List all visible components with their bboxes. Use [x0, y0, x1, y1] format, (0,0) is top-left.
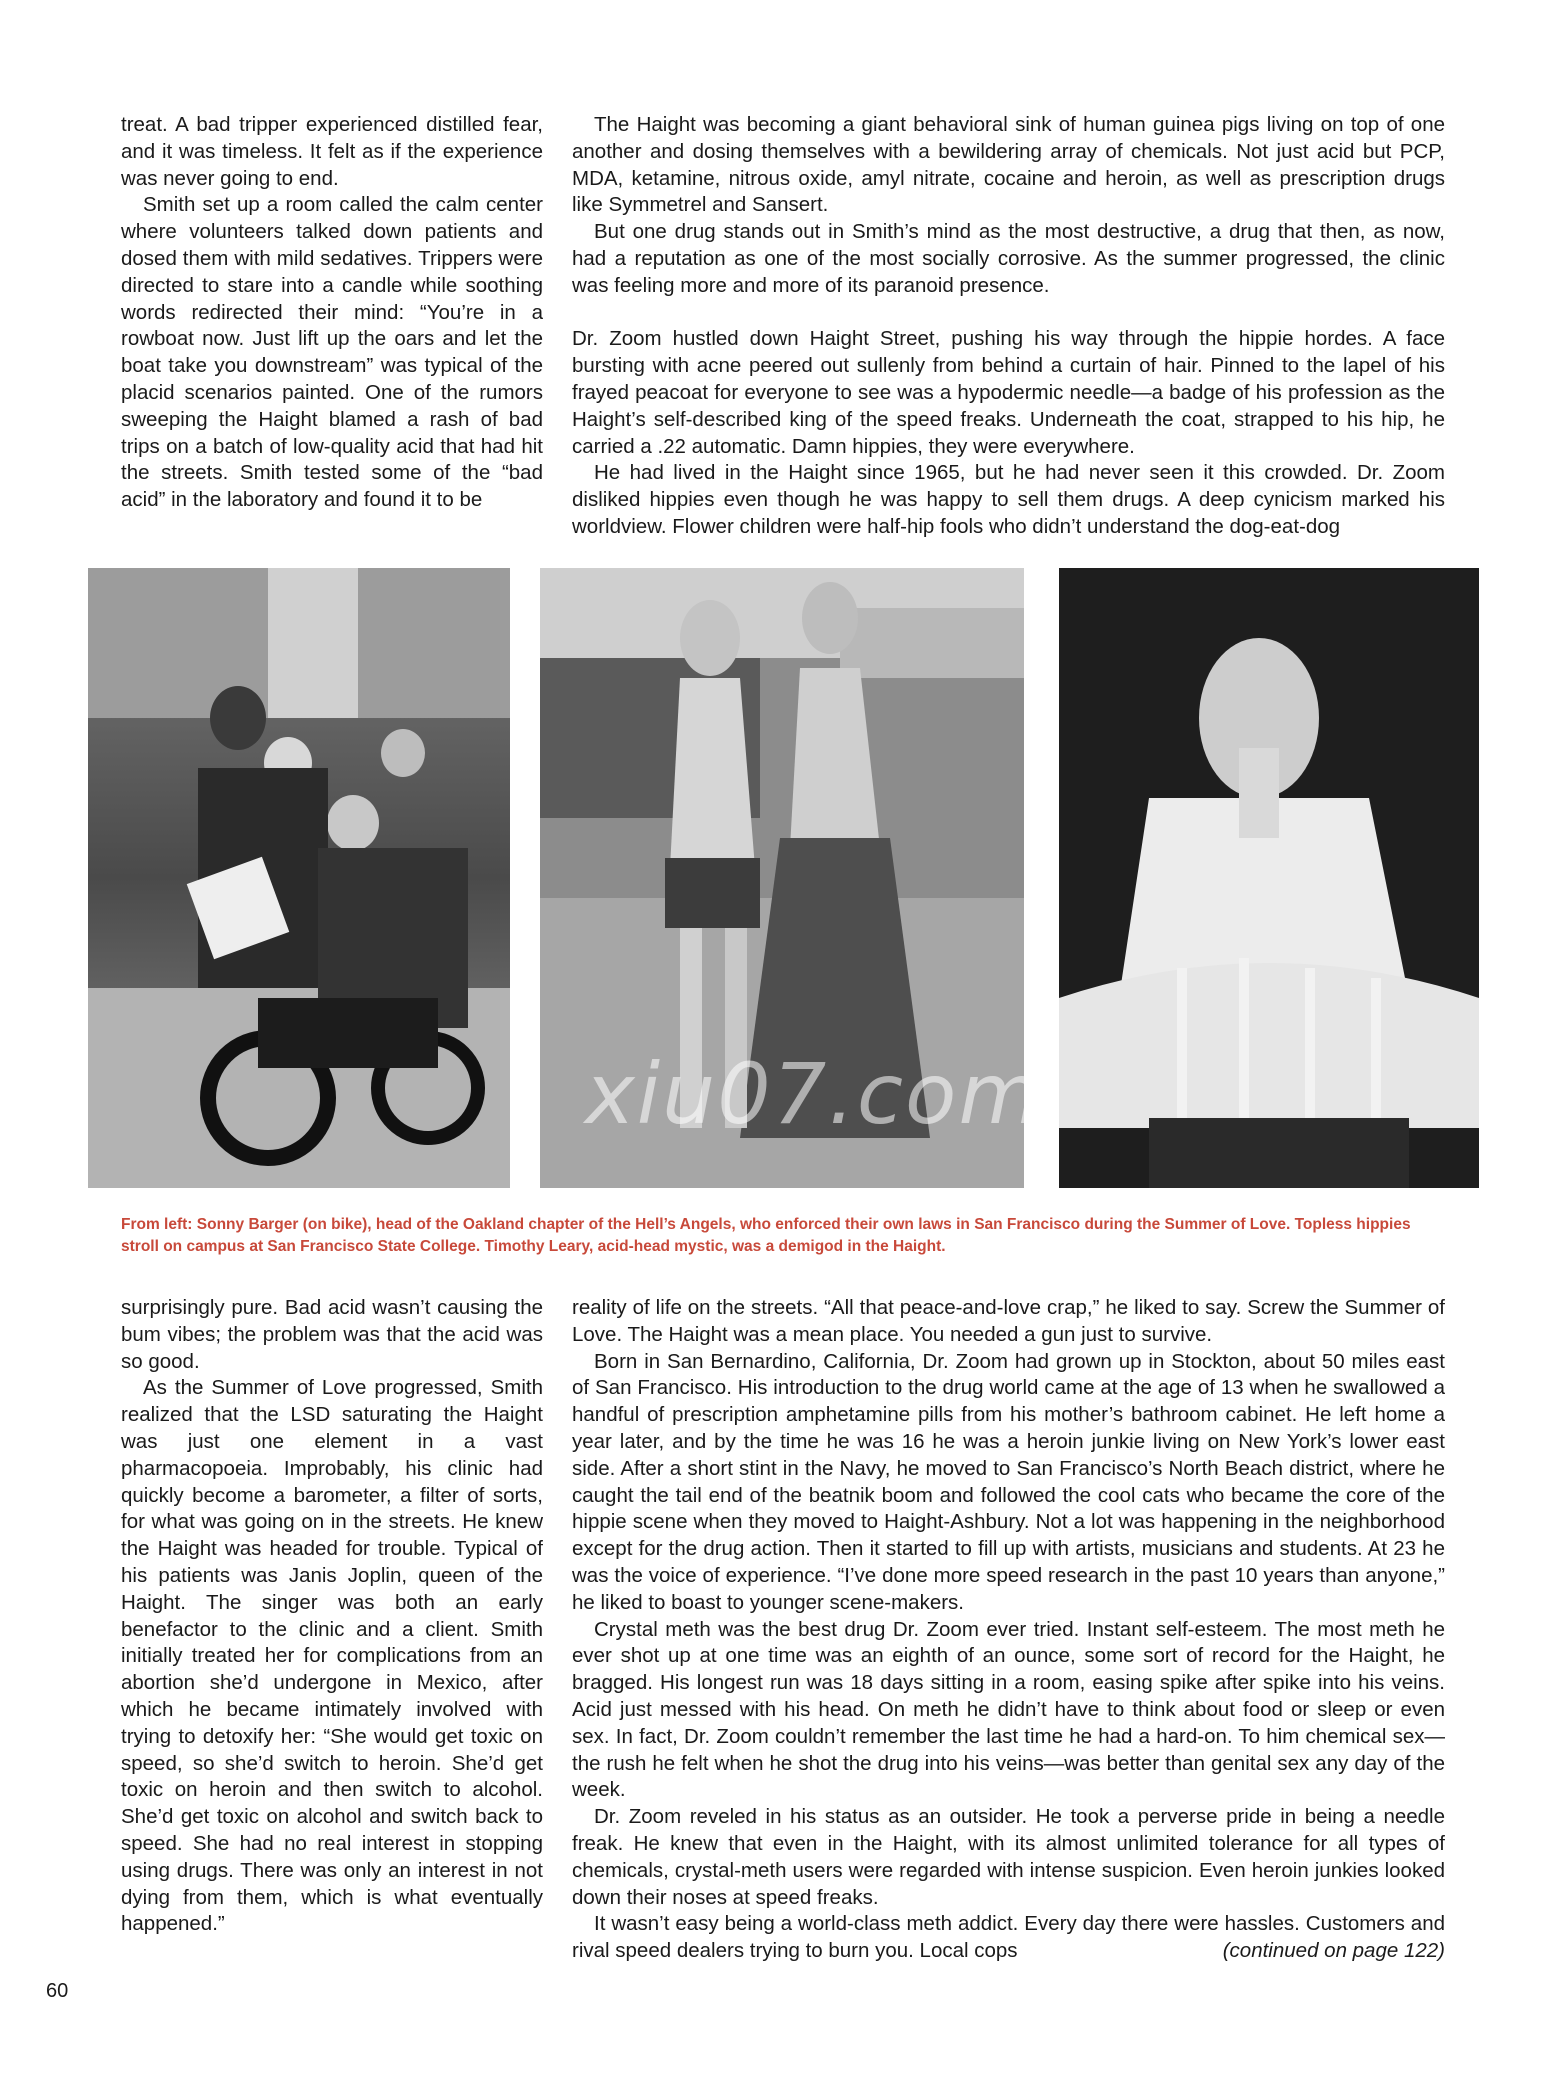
paragraph: Crystal meth was the best drug Dr. Zoom ever tried. Instant self-esteem. The most meth he ever shot up at one time was an eighth of an ounce, some sort of record for the Haight, he bragged. His longest run was 18 days sitting in a room, easing spike after spike into his veins. Acid just messed with his head. On meth he didn’t have to think about food or sleep or even sex. In fact, Dr. Zoom couldn’t remember the last time he had a hard-on. To him chemical sex—the rush he felt when he shot the drug into his veins—was better than genital sex any day of the week.	[572, 1617, 1445, 1802]
paragraph: Dr. Zoom reveled in his status as an outsider. He took a perverse pride in being a needle freak. He knew that even in the Haight, with its almost unlimited tolerance for all types of chemicals, crystal-meth users were regarded with intense suspicion. Even heroin junkies looked down their noses at speed freaks.	[572, 1805, 1445, 1909]
page-number: 60	[46, 1980, 69, 2002]
paragraph: Dr. Zoom hustled down Haight Street, pushing his way through the hippie hordes. A face bursting with acne peered out sullenly from behind a curtain of hair. Pinned to the lapel of his frayed peacoat for everyone to see was a hypodermic needle—a badge of his profession as the Haight’s self-described king of the speed freaks. Underneath the coat, strapped to his hip, he carried a .22 automatic. Damn hippies, they were everywhere.	[572, 327, 1445, 458]
paragraph: treat. A bad tripper experienced distilled fear, and it was timeless. It felt as if the experience was never going to end.	[121, 113, 543, 190]
paragraph: As the Summer of Love progressed, Smith realized that the LSD saturating the Haight was just one element in a vast pharmacopoeia. Improbably, his clinic had quickly become a barometer, a filter of sorts, for what was going on in the streets. He knew the Haight was headed for trouble. Typical of his patients was Janis Joplin, queen of the Haight. The singer was both an early benefactor to the clinic and a client. Smith initially treated her for complications from an abortion she’d undergone in Mexico, after which he became intimately involved with trying to detoxify her: “She would get toxic on speed, so she’d switch to heroin. She’d get toxic on heroin and then switch to alcohol. She’d get toxic on alcohol and switch back to speed. She had no real interest in stopping using drugs. There was only an interest in not dying from them, which is what eventually happened.”	[121, 1376, 543, 1936]
article-column-bottom-right	[572, 1295, 1445, 2007]
paragraph: Born in San Bernardino, California, Dr. Zoom had grown up in Stockton, about 50 miles east of San Francisco. His introduction to the drug world came at the age of 13 when he swallowed a handful of prescription amphetamine pills from his mother’s bathroom cabinet. He left home a year later, and by the time he was 16 he was a heroin junkie living on New York’s lower east side. After a short stint in the Navy, he moved to San Francisco’s North Beach district, where he caught the tail end of the beatnik boom and followed the cool cats who became the core of the hippie scene when they moved to Haight-Ashbury. Not a lot was happening in the neighborhood except for the drug action. Then it started to fill up with artists, musicians and students. At 23 he was the voice of experience. “I’ve done more speed research in the past 10 years than anyone,” he liked to boast to younger scene-makers.	[572, 1349, 1445, 1614]
article-column-top-right	[572, 112, 1445, 544]
photo-sonny-barger	[88, 568, 510, 1188]
article-column-bottom-left	[121, 1295, 543, 2007]
paragraph	[572, 1911, 1445, 1965]
photo-topless-hippies	[540, 568, 1024, 1188]
watermark: xiu07.com	[585, 1045, 1043, 1143]
paragraph: reality of life on the streets. “All that peace-and-love crap,” he liked to say. Screw the Summer of Love. The Haight was a mean place. You needed a gun just to survive.	[572, 1296, 1445, 1346]
article-column-top-left	[121, 112, 543, 544]
continued-note: (continued on page 122)	[1222, 1939, 1445, 1963]
paragraph: surprisingly pure. Bad acid wasn’t causing the bum vibes; the problem was that the acid was so good.	[121, 1296, 543, 1373]
photo-caption: From left: Sonny Barger (on bike), head of the Oakland chapter of the Hell’s Angels, who enforced their own laws in San Francisco during the Summer of Love. Topless hippies stroll on campus at San Francisco State College. Timothy Leary, acid-head mystic, was a demigod in the Haight.	[121, 1216, 1411, 1255]
paragraph: The Haight was becoming a giant behavioral sink of human guinea pigs living on top of one another and dosing themselves with a bewildering array of chemicals. Not just acid but PCP, MDA, ketamine, nitrous oxide, amyl nitrate, cocaine and heroin, as well as prescription drugs like Symmetrel and Sansert.	[572, 113, 1445, 217]
photo-timothy-leary	[1059, 568, 1479, 1188]
paragraph: He had lived in the Haight since 1965, but he had never seen it this crowded. Dr. Zoom disliked hippies even though he was happy to sell them drugs. A deep cynicism marked his worldview. Flower children were half-hip fools who didn’t understand the dog-eat-dog	[572, 461, 1445, 538]
paragraph: Smith set up a room called the calm center where volunteers talked down patients and dosed them with mild sedatives. Trippers were directed to stare into a candle while soothing words redirected their mind: “You’re in a rowboat now. Just lift up the oars and let the boat take you downstream” was typical of the placid scenarios painted. One of the rumors sweeping the Haight blamed a rash of bad trips on a batch of low-quality acid that had hit the streets. Smith tested some of the “bad acid” in the laboratory and found it to be	[121, 193, 543, 512]
paragraph-text: It wasn’t easy being a world-class meth addict. Every day there were hassles. Customers and rival speed dealers trying to burn you. Local cops	[572, 1912, 1445, 1963]
paragraph: But one drug stands out in Smith’s mind as the most destructive, a drug that then, as now, had a reputation as one of the most socially corrosive. As the summer progressed, the clinic was feeling more and more of its paranoid presence.	[572, 220, 1445, 297]
